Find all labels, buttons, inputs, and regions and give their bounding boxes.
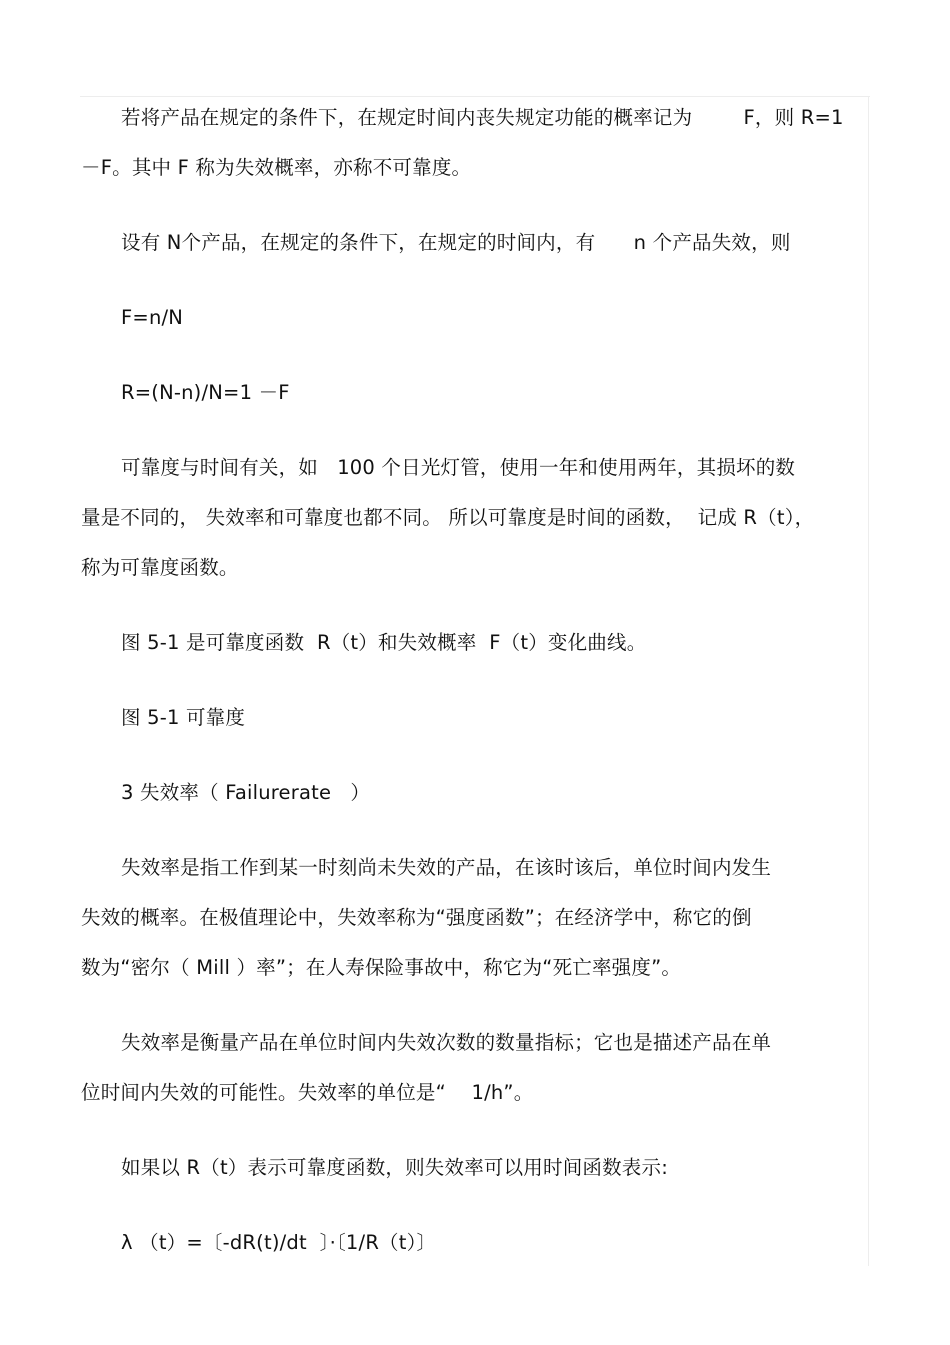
- figure-reference: 图 5-1 是可靠度函数 R（t）和失效概率 F（t）变化曲线。: [121, 631, 647, 654]
- paragraph-11-line-1: 如果以 R（t）表示可靠度函数，则失效率可以用时间函数表示:: [121, 1156, 668, 1179]
- paragraph-9-line-3: 数为“密尔（ Mill ）率”；在人寿保险事故中，称它为“死亡率强度”。: [81, 956, 682, 979]
- paragraph-5-line-3: 称为可靠度函数。: [81, 556, 239, 579]
- formula-r: R=(N-n)/N=1 －F: [121, 381, 290, 404]
- paragraph-10-line-2: 位时间内失效的可能性。失效率的单位是“ 1/h”。: [81, 1081, 534, 1104]
- paragraph-9-line-1: 失效率是指工作到某一时刻尚未失效的产品，在该时该后，单位时间内发生: [121, 856, 772, 879]
- paragraph-2-line-1: 设有 N个产品，在规定的条件下，在规定的时间内，有 n 个产品失效，则: [121, 231, 791, 254]
- paragraph-5-line-1: 可靠度与时间有关，如 100 个日光灯管，使用一年和使用两年，其损坏的数: [121, 456, 796, 479]
- page-border-right: [868, 96, 869, 1266]
- formula-f: F=n/N: [121, 306, 184, 329]
- paragraph-10-line-1: 失效率是衡量产品在单位时间内失效次数的数量指标；它也是描述产品在单: [121, 1031, 772, 1054]
- figure-caption: 图 5-1 可靠度: [121, 706, 246, 729]
- formula-lambda: λ （t）=〔-dR(t)/dt 〕·〔1/R（t）〕: [121, 1231, 437, 1254]
- paragraph-9-line-2: 失效的概率。在极值理论中，失效率称为“强度函数”；在经济学中，称它的倒: [81, 906, 752, 929]
- page-border-top: [80, 96, 870, 97]
- section-heading: 3 失效率（ Failurerate ）: [121, 781, 371, 804]
- paragraph-1-line-1: 若将产品在规定的条件下，在规定时间内丧失规定功能的概率记为 F，则 R=1: [121, 106, 844, 129]
- paragraph-5-line-2: 量是不同的， 失效率和可靠度也都不同。 所以可靠度是时间的函数， 记成 R（t），: [81, 506, 815, 529]
- paragraph-1-line-2: －F。其中 F 称为失效概率，亦称不可靠度。: [81, 156, 472, 179]
